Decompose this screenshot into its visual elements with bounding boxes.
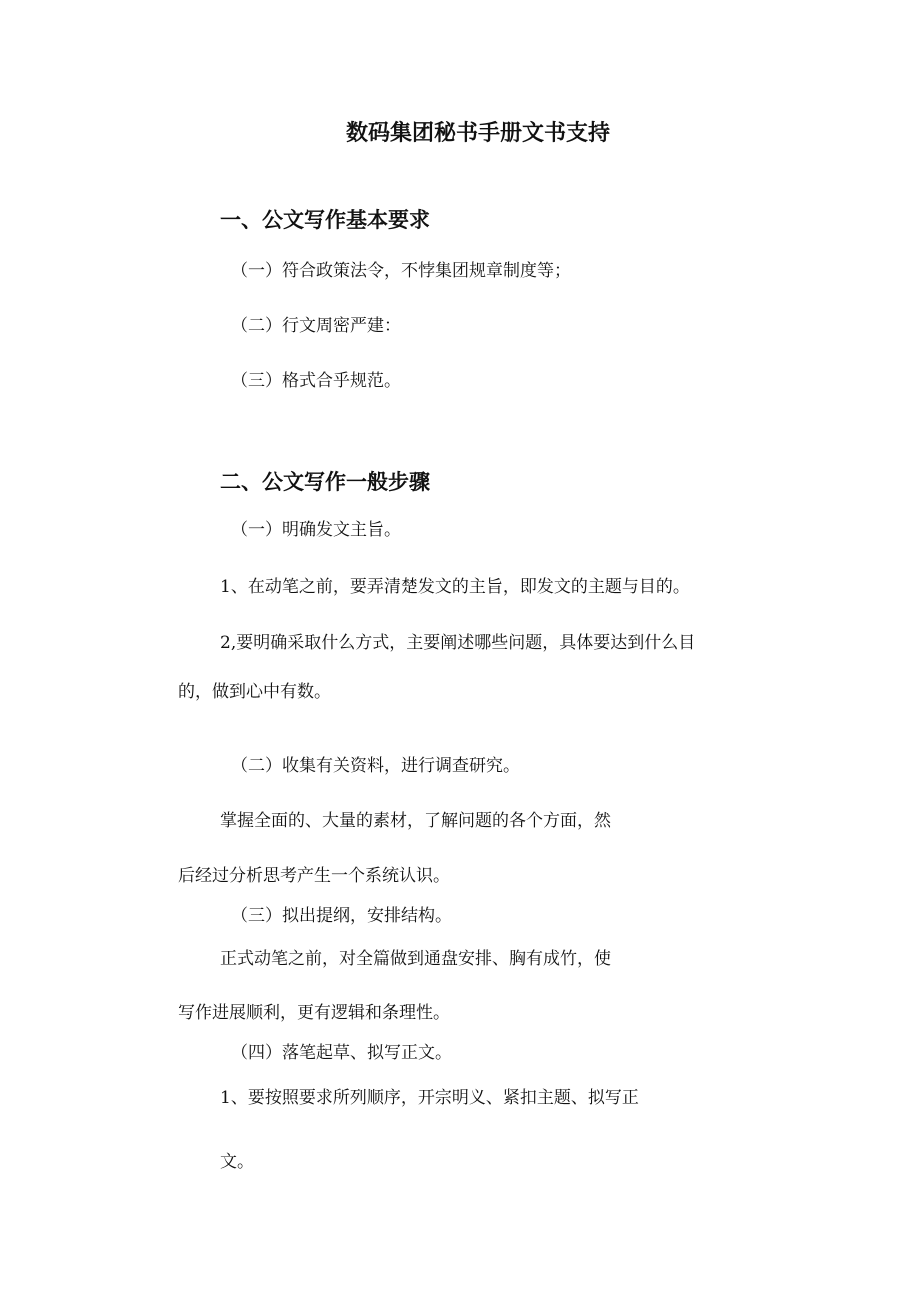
paragraph-line: 2,要明确采取什么方式，主要阐述哪些问题，具体要达到什么目 [220,633,696,653]
subsection-heading-2: （二）收集有关资料，进行调查研究。 [231,756,520,776]
section1-item-1: （一）符合政策法令，不悖集团规章制度等； [231,261,571,281]
section-heading-2: 二、公文写作一般步骤 [220,470,430,494]
section-heading-1: 一、公文写作基本要求 [220,208,430,232]
section1-item-3: （三）格式合乎规范。 [231,371,401,391]
paragraph-line: 1、在动笔之前，要弄清楚发文的主旨，即发文的主题与目的。 [220,577,690,597]
paragraph-line: 写作进展顺利，更有逻辑和条理性。 [178,1003,450,1023]
document-title: 数码集团秘书手册文书支持 [346,121,611,146]
paragraph-line: 正式动笔之前，对全篇做到通盘安排、胸有成竹，使 [220,949,611,969]
paragraph-line: 文。 [220,1152,254,1172]
paragraph-line: 掌握全面的、大量的素材，了解问题的各个方面，然 [220,811,611,831]
paragraph-line: 的，做到心中有数。 [178,682,331,702]
subsection-heading-4: （四）落笔起草、拟写正文。 [231,1043,452,1063]
subsection-heading-3: （三）拟出提纲，安排结构。 [231,906,452,926]
paragraph-line: 1、要按照要求所列顺序，开宗明义、紧扣主题、拟写正 [220,1088,639,1108]
subsection-heading-1: （一）明确发文主旨。 [231,520,401,540]
section1-item-2: （二）行文周密严建： [231,316,401,336]
paragraph-line: 后经过分析思考产生一个系统认识。 [178,866,450,886]
